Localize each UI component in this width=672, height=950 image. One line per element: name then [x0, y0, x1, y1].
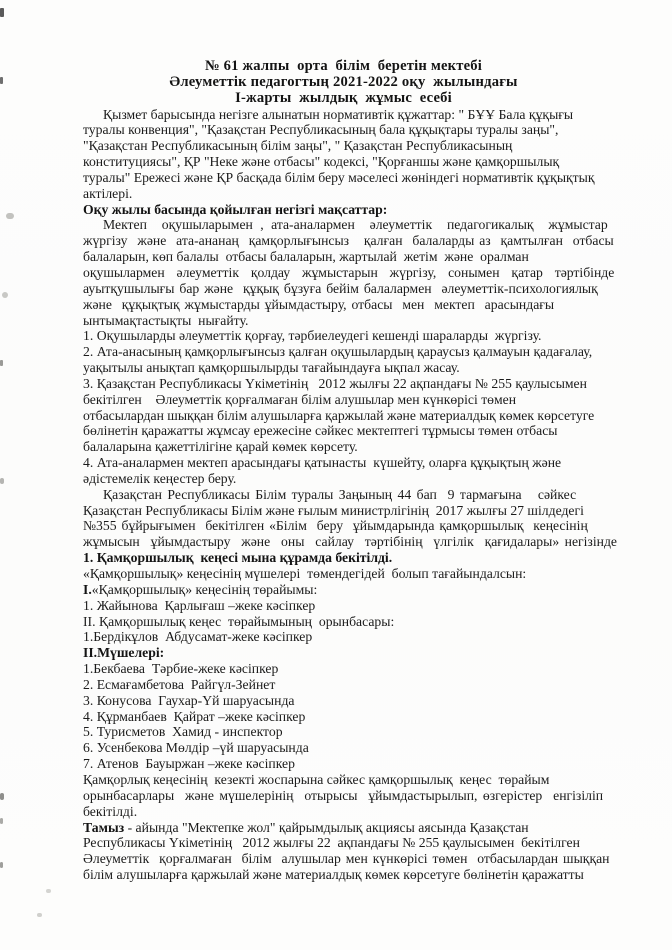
- scan-artifact: [0, 77, 3, 84]
- text-line: Қамқорлық кеңесінің кезекті жоспарына сәйкес қамқоршылық кеңес төрайым: [83, 771, 550, 787]
- text-line: актілері.: [83, 185, 133, 201]
- text-line: 3. Конусова Гаухар-Үй шаруасында: [83, 692, 295, 708]
- text-line: ІІ. Қамқоршылық кеңес төрайымының орынбасары:: [83, 613, 395, 629]
- text-line: «Қамқоршылық» кеңесінің мүшелері төмендегідей болып тағайындалсын:: [83, 566, 527, 581]
- scan-artifact: [0, 862, 3, 868]
- text-line: уақытылы анықтап қамқоршылырды тағайындауға ықпал жасау.: [83, 360, 460, 376]
- text-line: 3. Қазақстан Республикасы Үкіметінің 2012 жылғы 22 ақпандағы № 255 қаулысымен: [83, 375, 587, 391]
- text-line: орынбасарлары және мүшелерінің отырысы ұйымдастырылып, өзгерістер енгізіліп: [83, 787, 604, 803]
- text-line: 1. Қамқоршылық кеңесі мына құрамда бекітілді.: [83, 550, 393, 566]
- text-line: І-жарты жылдық жұмыс есебі: [235, 89, 452, 106]
- text-line: балаларына қажеттілігіне қарай көмек көрсету.: [83, 439, 358, 455]
- scan-artifact: [0, 478, 4, 484]
- text-line: І.«Қамқоршылық» кеңесінің төрайымы:: [83, 581, 318, 597]
- scan-artifact: [0, 360, 3, 366]
- text-line: туралы" Ережесі және ҚР басқада білім беру мәселесі жөніндегі нормативтік құқықтық: [83, 169, 595, 185]
- text-line: әдістемелік кеңестер беру.: [83, 470, 237, 486]
- text-line: бекітілген Әлеуметтік қорғалмаған білім алушылар мен күнкөрісі төмен: [83, 391, 517, 407]
- text-line: және құқықтық жұмыстарды ұйымдастыру, отбасы мен мектеп арасындағы: [83, 296, 555, 312]
- text-line: 1.Бердікұлов Абдусамат-жеке кәсіпкер: [83, 629, 313, 645]
- text-line: Тамыз - айында "Мектепке жол" қайрымдылық акциясы аясында Қазақстан: [83, 819, 529, 835]
- text-line: білім алушыларға қаржылай және материалдық көмек көрсетуге бөлінетін қаражатты: [83, 867, 584, 883]
- text-line: конституциясы", ҚР "Неке және отбасы" кодексі, "Қорғаншы және қамқоршылық: [83, 154, 560, 170]
- text-line: 2. Ата-анасының қамқорлығынсыз қалған оқушылардың қараусыз қалмауын қадағалау,: [83, 344, 593, 360]
- text-line: бекітілді.: [83, 803, 138, 819]
- document-text-block: [83, 58, 618, 883]
- text-line: жұмысын ұйымдастыру және оны сайлау тәртібінің үлгілік қағидалары» негізінде: [83, 534, 618, 550]
- text-line: №355 бұйрығымен бекітілген «Білім беру ұйымдарында қамқоршылық кеңесінің: [83, 518, 588, 534]
- text-line: бөлінетін қаражатты жұмсау ережесіне сәйкес мектептегі тұрмысы төмен отбасы: [83, 423, 558, 439]
- text-line: 6. Усенбекова Мөлдір –үй шаруасында: [83, 740, 309, 756]
- text-line: Әлеуметтік қорғалмаған білім алушылар мен күнкөрісі төмен отбасылардан шыққан: [83, 851, 610, 867]
- scan-artifact: [46, 889, 51, 893]
- text-line: туралы конвенция", "Қазақстан Республикасының бала құқықтары туралы заңы",: [83, 122, 559, 138]
- text-line: оқушылармен әлеуметтік қолдау жұмыстарын жүргізу, сонымен қатар тәртібінде: [83, 264, 615, 280]
- scan-artifact: [37, 913, 42, 917]
- text-line: 7. Атенов Бауыржан –жеке кәсіпкер: [83, 756, 295, 772]
- scan-artifact: [0, 793, 4, 800]
- text-line: 1. Оқушыларды әлеуметтік қорғау, тәрбиелеудегі кешенді шараларды жүргізу.: [83, 328, 542, 344]
- scan-artifact: [6, 213, 14, 219]
- text-line: жүргізу және ата-ананаң қамқорлығынсыз қалған балаларды аз қамтылған отбасы: [83, 233, 614, 249]
- scan-artifact: [0, 818, 3, 824]
- text-line: 1.Бекбаева Тәрбие-жеке кәсіпкер: [83, 661, 279, 677]
- text-line: 1. Жайынова Қарлығаш –жеке кәсіпкер: [83, 597, 316, 613]
- text-line: Қызмет барысында негізге алынатын нормативтік құжаттар: " БҰҰ Бала құқығы: [103, 106, 574, 122]
- text-line: 5. Турисметов Хамид - инспектор: [83, 724, 283, 740]
- text-line: 4. Ата-аналармен мектеп арасындағы қатынасты күшейту, оларға құқықтың және: [83, 455, 562, 471]
- text-line: "Қазақстан Республикасының білім заңы", " Қазақстан Республикасының: [83, 138, 513, 154]
- text-line: отбасылардан шыққан білім алушыларға қаржылай және материалдық көмек көрсетуге: [83, 407, 595, 423]
- scan-artifact: [2, 292, 8, 298]
- scan-artifact: [0, 8, 4, 17]
- text-line: ІІ.Мүшелері:: [83, 645, 165, 661]
- text-line: Оқу жылы басында қойылған негізгі мақсаттар:: [83, 201, 388, 217]
- text-line: Республикасы Үкіметінің 2012 жылғы 22 ақпандағы № 255 қаулысымен бекітілген: [83, 835, 580, 851]
- text-line: Қазақстан Республикасы Білім туралы Заңының 44 бап 9 тармағына сәйкес: [103, 486, 577, 502]
- text-line: № 61 жалпы орта білім беретін мектебі: [204, 58, 483, 74]
- text-line: Мектеп оқушыларымен , ата-аналармен әлеуметтік педагогикалық жұмыстар: [103, 217, 608, 233]
- text-line: 2. Есмағамбетова Райгүл-Зейнет: [83, 676, 276, 692]
- text-line: 4. Құрманбаев Қайрат –жеке кәсіпкер: [83, 708, 306, 724]
- text-line: ауытқушылығы бар және құқық бұзуға бейім балалармен әлеуметтік-психологиялық: [83, 280, 598, 296]
- text-line: Қазақстан Республикасы Білім және ғылым министрлігінің 2017 жылғы 27 шілдедегі: [83, 502, 584, 518]
- text-line: балаларын, көп балалы отбасы балаларын, жартылай жетім және оралман: [83, 249, 529, 265]
- text-line: ынтымақтастықты нығайту.: [83, 312, 249, 328]
- text-line: Әлеуметтік педагогтың 2021-2022 оқу жылындағы: [169, 73, 518, 90]
